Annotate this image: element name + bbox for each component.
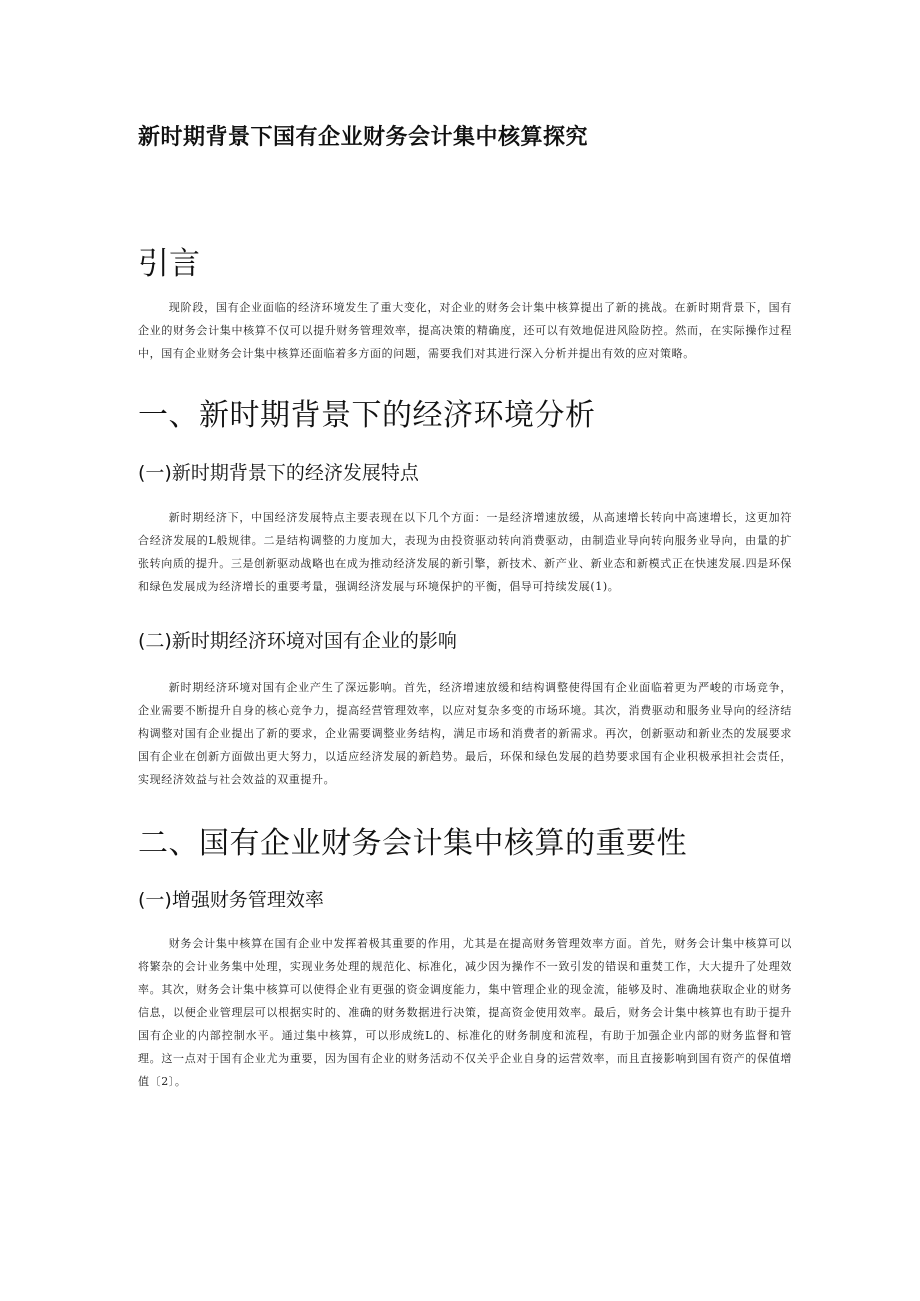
intro-paragraph: 现阶段，国有企业面临的经济环境发生了重大变化，对企业的财务会计集中核算提出了新的挑战。在新时期背景下，国有企业的财务会计集中核算不仅可以提升财务管理效率，提高决策的精确度，还可以有效地促进风险防控。然而，在实际操作过程中，国有企业财务会计集中核算还面临着多方面的问题，需要我们对其进行深入分析并提出有效的应对策略。 xyxy=(138,301,792,360)
section-1-1-paragraph: 新时期经济下，中国经济发展特点主要表现在以下几个方面：一是经济增速放缓，从高速增长转向中高速增长，这更加符合经济发展的L般规律。二是结构调整的力度加大，表现为由投资驱动转向消费驱动，由制造业导向转向服务业导向，由量的扩张转向质的提升。三是创新驱动战略也在成为推动经济发展的新引擎，新技术、新产业、新业态和新模式正在快速发展.四是环保和绿色发展成为经济增长的重要考量，强调经济发展与环境保护的平衡，倡导可持续发展(1)。 xyxy=(138,511,792,593)
document-title: 新时期背景下国有企业财务会计集中核算探究 xyxy=(138,125,589,150)
section-2-1-paragraph: 财务会计集中核算在国有企业中发挥着极其重要的作用，尤其是在提高财务管理效率方面。首先，财务会计集中核算可以将繁杂的会计业务集中处理，实现业务处理的规范化、标准化，减少因为操作不一致引发的错误和重焚工作，大大提升了处理效率。其次，财务会计集中核算可以使得企业有更强的资金调度能力，集中管理企业的现金流，能够及时、准确地获取企业的财务信息，以便企业管理层可以根据实时的、准确的财务数据进行决策，提高资金使用效率。最后，财务会计集中核算也有助于提升国有企业的内部控制水平。通过集中核算，可以形成统L的、标准化的财务制度和流程，有助于加强企业内部的财务监督和管理。这一点对于国有企业尤为重要，因为国有企业的财务活动不仅关乎企业自身的运营效率，而且直接影响到国有资产的保值增值〔2〕。 xyxy=(138,937,792,1088)
section-1-1-heading: (一)新时期背景下的经济发展特点 xyxy=(138,462,419,484)
section-2-heading: 二、国有企业财务会计集中核算的重要性 xyxy=(138,826,687,861)
section-1-2-paragraph: 新时期经济环境对国有企业产生了深远影响。首先，经济增速放缓和结构调整使得国有企业面临着更为严峻的市场竞争，企业需要不断提升自身的核心竞争力，提高经营管理效率，以应对复杂多变的市场环境。其次，消费驱动和服务业导向的经济结构调整对国有企业提出了新的要求，企业需要调整业务结构，满足市场和消费者的新需求。再次，创新驱动和新业杰的发展要求国有企业在创新方面做出更大努力，以适应经济发展的新趋势。最后，环保和绿色发展的趋势要求国有企业积极承担社会责任，实现经济效益与社会效益的双重提升。 xyxy=(138,681,792,786)
intro-heading: 引言 xyxy=(138,246,200,282)
section-1-heading: 一、新时期背景下的经济环境分析 xyxy=(138,398,596,433)
section-1-2-heading: (二)新时期经济环境对国有企业的影响 xyxy=(138,630,457,652)
section-2-1-heading: (一)增强财务管理效率 xyxy=(138,889,324,911)
